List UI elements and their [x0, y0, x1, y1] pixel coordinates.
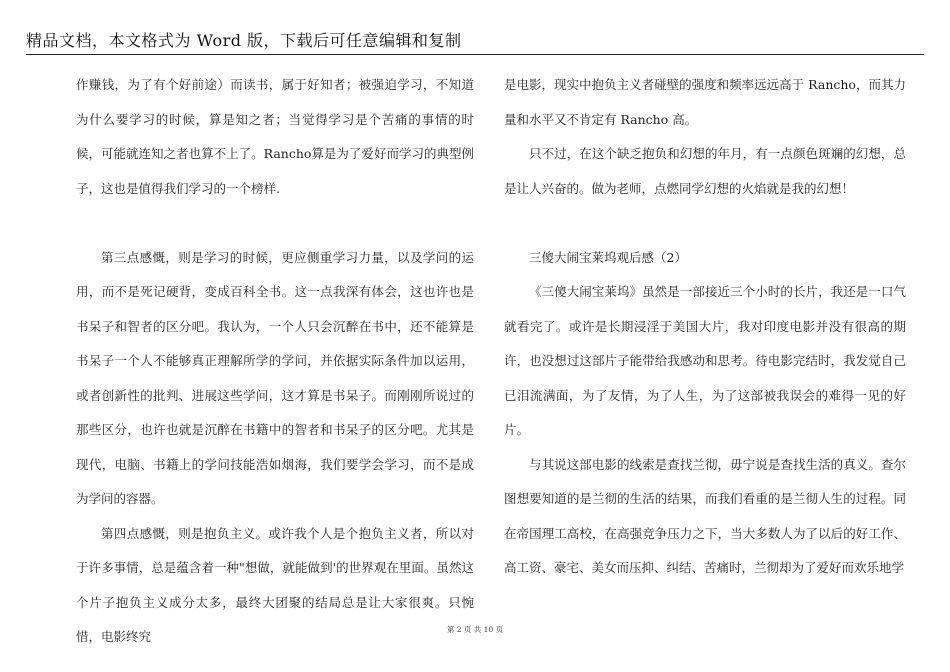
right-text-column	[504, 68, 906, 586]
right-paragraph-3: 《三傻大闹宝莱坞》虽然是一部接近三个小时的长片，我还是一口气就看完了。或许是长期浸淫于美国大片，我对印度电影并没有很高的期许，也没想过这部片子能带给我感动和思考。待电影完结时，我发觉自己已泪流满面，为了友情，为了人生，为了这部被我误会的难得一见的好片。	[504, 284, 906, 437]
right-paragraph-2: 只不过，在这个缺乏抱负和幻想的年月，有一点颜色斑斓的幻想，总是让人兴奋的。做为老师，点燃同学幻想的火焰就是我的幻想！	[504, 146, 906, 196]
section-heading: 三傻大闹宝莱坞观后感（2）	[529, 249, 687, 265]
left-text-column	[76, 68, 474, 655]
document-header-title: 精品文档，本文格式为 Word 版，下载后可任意编辑和复制	[26, 31, 462, 50]
right-paragraph-1: 是电影，现实中抱负主义者碰壁的强度和频率远远高于 Rancho，而其力量和水平又不肯定有 Rancho 高。	[504, 77, 906, 127]
page-number-footer: 第 2 页 共 10 页	[446, 625, 504, 634]
right-paragraph-4: 与其说这部电影的线索是查找兰彻，毋宁说是查找生活的真义。查尔图想要知道的是兰彻的生活的结果，而我们看重的是兰彻人生的过程。同在帝国理工高校，在高强竞争压力之下，当大多数人为了以后的好工作、高工资、豪宅、美女而压抑、纠结、苦痛时，兰彻却为了爱好而欢乐地学	[504, 456, 906, 575]
left-paragraph-1: 作赚钱，为了有个好前途）而读书，属于好知者；被强迫学习，不知道为什么要学习的时候，算是知之者；当觉得学习是个苦痛的事情的时候，可能就连知之者也算不上了。Rancho算是为了爱好而学习的典型例子，这也是值得我们学习的一个榜样.	[76, 77, 474, 196]
left-paragraph-2: 第三点感慨，则是学习的时候，更应侧重学习力量，以及学问的运用，而不是死记硬背，变成百科全书。这一点我深有体会，这也许也是书呆子和智者的区分吧。我认为，一个人只会沉醉在书中，还不能算是书呆子一个人不能够真正理解所学的学问，并依据实际条件加以运用，或者创新性的批判、进展这些学问，这才算是书呆子。而刚刚所说过的那些区分，也许也就是沉醉在书籍中的智者和书呆子的区分吧。尤其是现代，电脑、书籍上的学问技能浩如烟海，我们要学会学习，而不是成为学问的容器。	[76, 249, 474, 506]
left-paragraph-3: 第四点感慨，则是抱负主义。或许我个人是个抱负主义者，所以对于许多事情，总是蕴含着一种"想做，就能做到'的世界观在里面。虽然这个片子抱负主义成分太多，最终大团聚的结局总是让大家很爽。只惋惜，电影终究	[76, 525, 474, 644]
header-divider	[26, 54, 924, 55]
